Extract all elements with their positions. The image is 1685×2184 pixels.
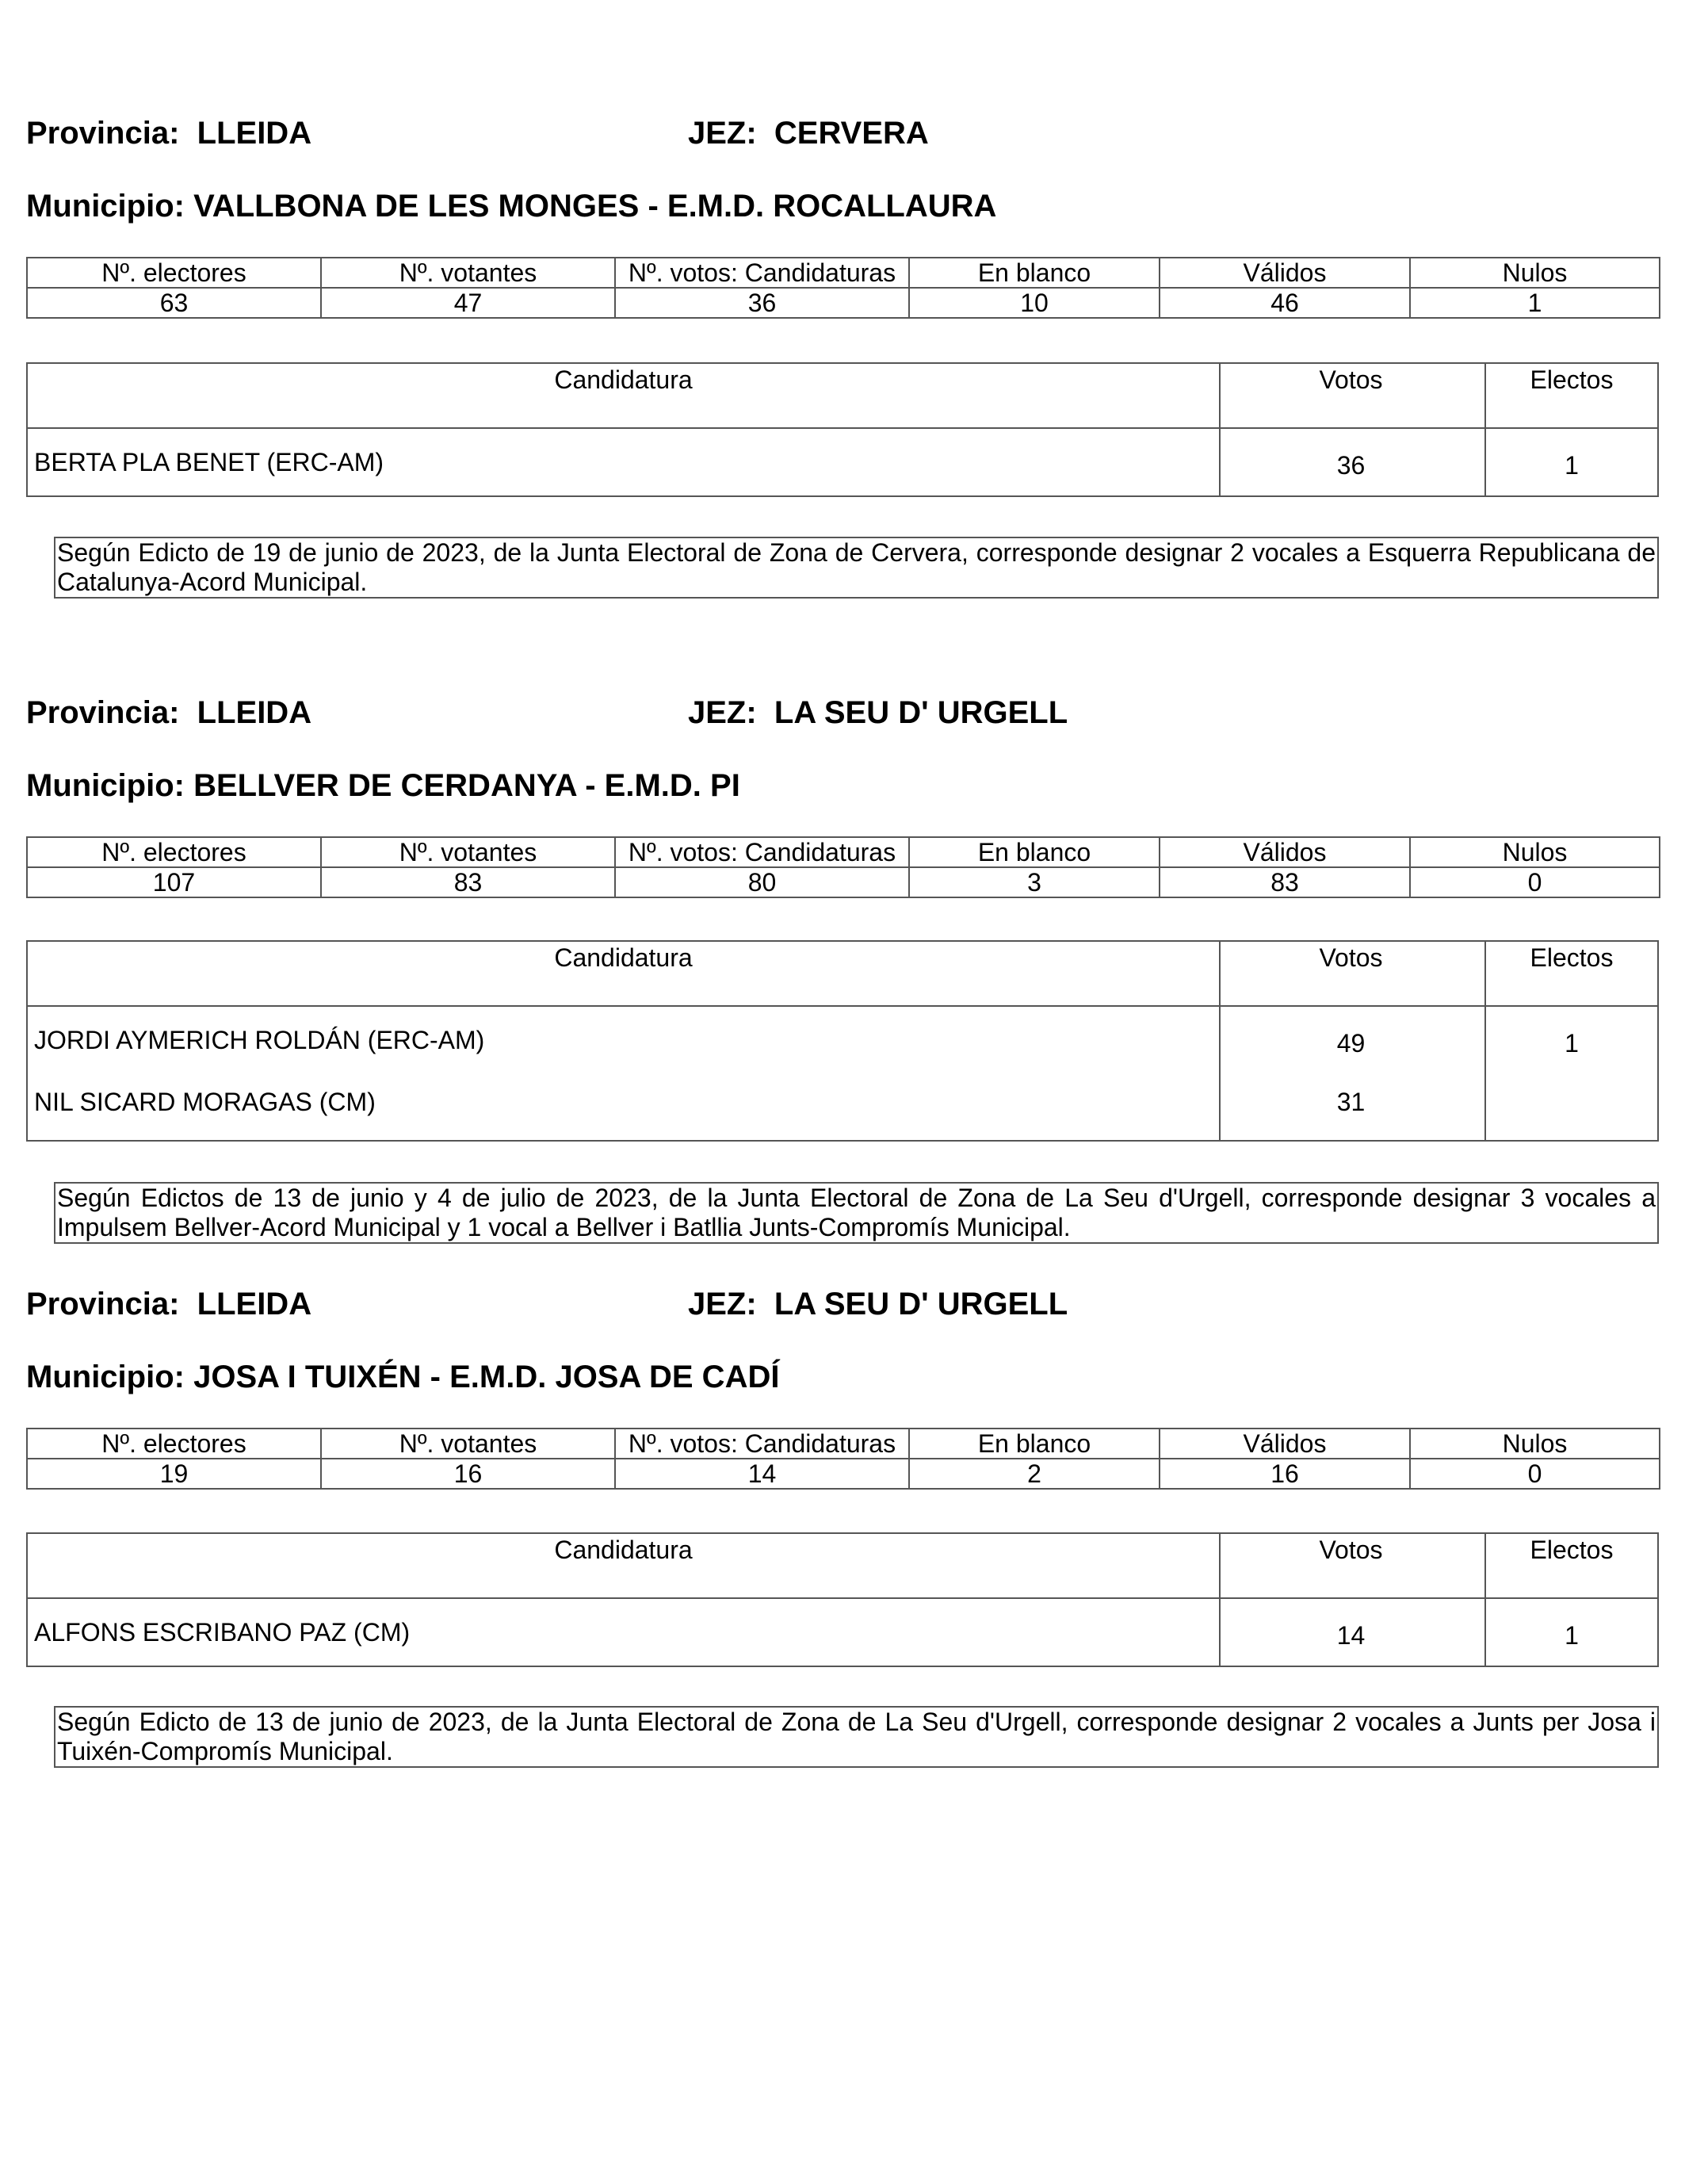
candidate-electos: 1	[1565, 1029, 1579, 1058]
candidate-name: BERTA PLA BENET (ERC-AM)	[34, 448, 384, 476]
stats-header-candidaturas: Nº. votos: Candidaturas	[615, 258, 909, 288]
municipio-label: Municipio:	[26, 189, 185, 224]
candidates-table	[26, 362, 1659, 497]
stats-value-candidaturas: 80	[615, 867, 909, 897]
jez-heading	[688, 116, 929, 151]
stats-header-candidaturas: Nº. votos: Candidaturas	[615, 837, 909, 867]
stats-value-row	[27, 288, 1660, 318]
jez-value: LA SEU D' URGELL	[774, 695, 1068, 730]
municipio-value: BELLVER DE CERDANYA - E.M.D. PI	[193, 768, 740, 803]
stats-header-electores: Nº. electores	[27, 1429, 321, 1459]
jez-heading	[688, 695, 1068, 730]
municipio-heading	[26, 189, 996, 224]
stats-value-electores: 107	[27, 867, 321, 897]
municipio-heading	[26, 768, 740, 803]
stats-header-candidaturas: Nº. votos: Candidaturas	[615, 1429, 909, 1459]
candidate-electos: 1	[1565, 451, 1579, 480]
stats-header-row	[27, 1429, 1660, 1459]
municipio-label: Municipio:	[26, 768, 185, 803]
jez-heading	[688, 1287, 1068, 1321]
candidate-votos: 36	[1336, 451, 1366, 480]
provincia-value: LLEIDA	[197, 116, 312, 151]
stats-header-blanco: En blanco	[909, 837, 1160, 867]
edicto-note: Según Edictos de 13 de junio y 4 de julio de 2023, de la Junta Electoral de Zona de La Seu d'Urgell, corresponde designar 3 vocales a Impulsem Bellver-Acord Municipal y 1 vocal a Bellver i Batllia Junts-Compromís Municipal.	[54, 1182, 1659, 1244]
municipio-value: JOSA I TUIXÉN - E.M.D. JOSA DE CADÍ	[193, 1360, 780, 1394]
stats-header-validos: Válidos	[1160, 1429, 1410, 1459]
candidate-votos: 49	[1336, 1029, 1366, 1058]
stats-header-blanco: En blanco	[909, 258, 1160, 288]
stats-value-nulos: 0	[1410, 1459, 1660, 1489]
stats-header-votantes: Nº. votantes	[321, 837, 615, 867]
candidate-name: JORDI AYMERICH ROLDÁN (ERC-AM)	[34, 1026, 485, 1054]
votos-header: Votos	[1319, 365, 1383, 394]
candidate-name: ALFONS ESCRIBANO PAZ (CM)	[34, 1618, 411, 1647]
candidate-row	[28, 1007, 1657, 1073]
stats-value-validos: 46	[1160, 288, 1410, 318]
provincia-label: Provincia:	[26, 116, 180, 151]
candidatura-header: Candidatura	[554, 943, 693, 972]
stats-header-nulos: Nulos	[1410, 1429, 1660, 1459]
jez-value: LA SEU D' URGELL	[774, 1287, 1068, 1321]
candidatura-header: Candidatura	[554, 1536, 693, 1564]
stats-header-row	[27, 258, 1660, 288]
candidate-name: NIL SICARD MORAGAS (CM)	[34, 1088, 376, 1116]
candidate-electos: 1	[1565, 1621, 1579, 1650]
stats-value-validos: 83	[1160, 867, 1410, 897]
electos-header: Electos	[1530, 365, 1614, 394]
stats-header-validos: Válidos	[1160, 837, 1410, 867]
stats-value-electores: 63	[27, 288, 321, 318]
stats-value-row	[27, 1459, 1660, 1489]
electos-header: Electos	[1530, 1536, 1614, 1564]
votos-header: Votos	[1319, 1536, 1383, 1564]
candidates-table	[26, 940, 1659, 1142]
stats-header-blanco: En blanco	[909, 1429, 1160, 1459]
candidates-header	[28, 364, 1657, 429]
provincia-heading	[26, 116, 311, 151]
jez-label: JEZ:	[688, 116, 757, 151]
stats-header-electores: Nº. electores	[27, 837, 321, 867]
stats-header-validos: Válidos	[1160, 258, 1410, 288]
municipio-heading	[26, 1360, 779, 1394]
provincia-value: LLEIDA	[197, 695, 312, 730]
stats-value-candidaturas: 36	[615, 288, 909, 318]
stats-header-nulos: Nulos	[1410, 258, 1660, 288]
provincia-label: Provincia:	[26, 695, 180, 730]
stats-table	[26, 1428, 1660, 1490]
edicto-note: Según Edicto de 19 de junio de 2023, de la Junta Electoral de Zona de Cervera, corresponde designar 2 vocales a Esquerra Republicana de Catalunya-Acord Municipal.	[54, 537, 1659, 599]
provincia-label: Provincia:	[26, 1287, 180, 1321]
jez-value: CERVERA	[774, 116, 929, 151]
stats-value-validos: 16	[1160, 1459, 1410, 1489]
provincia-heading	[26, 1287, 311, 1321]
candidate-votos: 31	[1336, 1088, 1366, 1116]
stats-header-nulos: Nulos	[1410, 837, 1660, 867]
electos-header: Electos	[1530, 943, 1614, 972]
candidate-row	[28, 1599, 1657, 1666]
stats-value-votantes: 83	[321, 867, 615, 897]
stats-value-blanco: 3	[909, 867, 1160, 897]
stats-header-electores: Nº. electores	[27, 258, 321, 288]
stats-value-votantes: 16	[321, 1459, 615, 1489]
candidatura-header: Candidatura	[554, 365, 693, 394]
stats-value-nulos: 0	[1410, 867, 1660, 897]
stats-header-votantes: Nº. votantes	[321, 258, 615, 288]
provincia-heading	[26, 695, 311, 730]
stats-value-candidaturas: 14	[615, 1459, 909, 1489]
stats-value-row	[27, 867, 1660, 897]
stats-value-nulos: 1	[1410, 288, 1660, 318]
candidate-row	[28, 1073, 1657, 1140]
candidates-header	[28, 942, 1657, 1007]
stats-value-electores: 19	[27, 1459, 321, 1489]
stats-table	[26, 257, 1660, 319]
municipio-value: VALLBONA DE LES MONGES - E.M.D. ROCALLAURA	[193, 189, 997, 224]
stats-header-row	[27, 837, 1660, 867]
jez-label: JEZ:	[688, 695, 757, 730]
municipio-label: Municipio:	[26, 1360, 185, 1394]
edicto-note: Según Edicto de 13 de junio de 2023, de la Junta Electoral de Zona de La Seu d'Urgell, corresponde designar 2 vocales a Junts per Josa i Tuixén-Compromís Municipal.	[54, 1706, 1659, 1768]
stats-value-blanco: 10	[909, 288, 1160, 318]
stats-value-blanco: 2	[909, 1459, 1160, 1489]
votos-header: Votos	[1319, 943, 1383, 972]
candidates-table	[26, 1532, 1659, 1667]
candidate-votos: 14	[1336, 1621, 1366, 1650]
stats-table	[26, 836, 1660, 898]
candidates-header	[28, 1534, 1657, 1599]
stats-header-votantes: Nº. votantes	[321, 1429, 615, 1459]
candidate-row	[28, 429, 1657, 495]
stats-value-votantes: 47	[321, 288, 615, 318]
provincia-value: LLEIDA	[197, 1287, 312, 1321]
jez-label: JEZ:	[688, 1287, 757, 1321]
